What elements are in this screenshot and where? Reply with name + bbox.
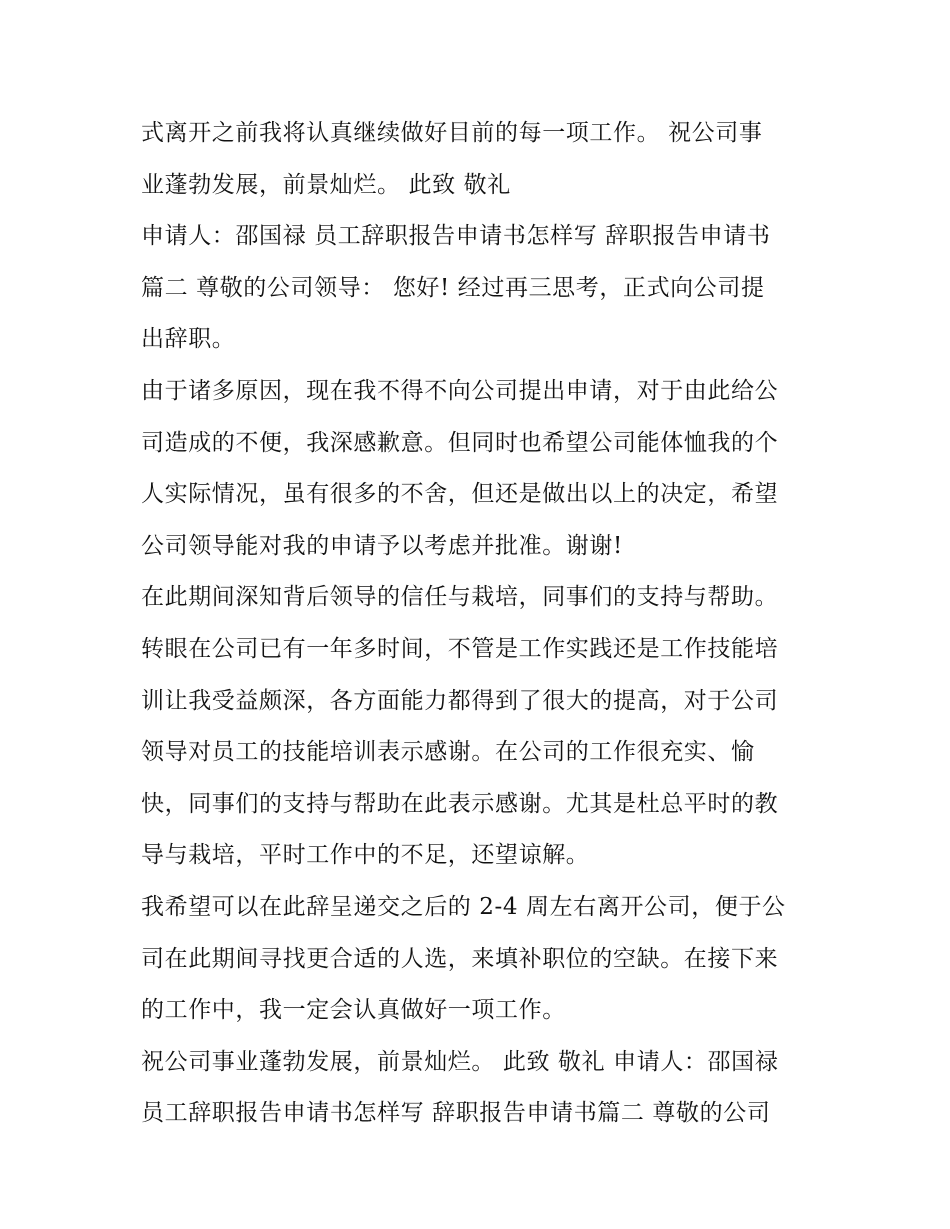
text-line-3: 申请人：邵国禄 员工辞职报告申请书怎样写 辞职报告申请书 <box>141 223 771 250</box>
text-line-15: 导与栽培，平时工作中的不足，还望谅解。 <box>141 842 590 869</box>
text-line-12: 训让我受益颇深，各方面能力都得到了很大的提高，对于公司 <box>141 687 779 714</box>
text-line-7: 司造成的不便，我深感歉意。但同时也希望公司能体恤我的个 <box>141 429 779 456</box>
text-line-6: 由于诸多原因，现在我不得不向公司提出申请，对于由此给公 <box>141 377 779 404</box>
text-line-9: 公司领导能对我的申请予以考虑并批准。谢谢! <box>141 532 623 559</box>
document-body <box>141 108 821 1140</box>
text-line-19: 祝公司事业蓬勃发展，前景灿烂。 此致 敬礼 申请人：邵国禄 <box>141 1048 779 1075</box>
text-line-18: 的工作中，我一定会认真做好一项工作。 <box>141 997 566 1024</box>
text-line-13: 领导对员工的技能培训表示感谢。在公司的工作很充实、愉 <box>141 739 755 766</box>
text-line-8: 人实际情况，虽有很多的不舍，但还是做出以上的决定，希望 <box>141 481 779 508</box>
text-line-20: 员工辞职报告申请书怎样写 辞职报告申请书篇二 尊敬的公司 <box>141 1100 771 1127</box>
text-line-4: 篇二 尊敬的公司领导： 您好! 经过再三思考，正式向公司提 <box>141 274 765 301</box>
text-line-16: 我希望可以在此辞呈递交之后的 2-4 周左右离开公司，便于公 <box>141 893 786 920</box>
text-line-11: 转眼在公司已有一年多时间，不管是工作实践还是工作技能培 <box>141 635 779 662</box>
text-line-17: 司在此期间寻找更合适的人选，来填补职位的空缺。在接下来 <box>141 945 779 972</box>
text-line-10: 在此期间深知背后领导的信任与栽培，同事们的支持与帮助。 <box>141 584 779 611</box>
text-line-1: 式离开之前我将认真继续做好目前的每一项工作。 祝公司事 <box>141 120 763 146</box>
text-line-2: 业蓬勃发展，前景灿烂。 此致 敬礼 <box>141 171 511 198</box>
text-line-14: 快，同事们的支持与帮助在此表示感谢。尤其是杜总平时的教 <box>141 790 779 817</box>
text-line-5: 出辞职。 <box>141 326 236 353</box>
